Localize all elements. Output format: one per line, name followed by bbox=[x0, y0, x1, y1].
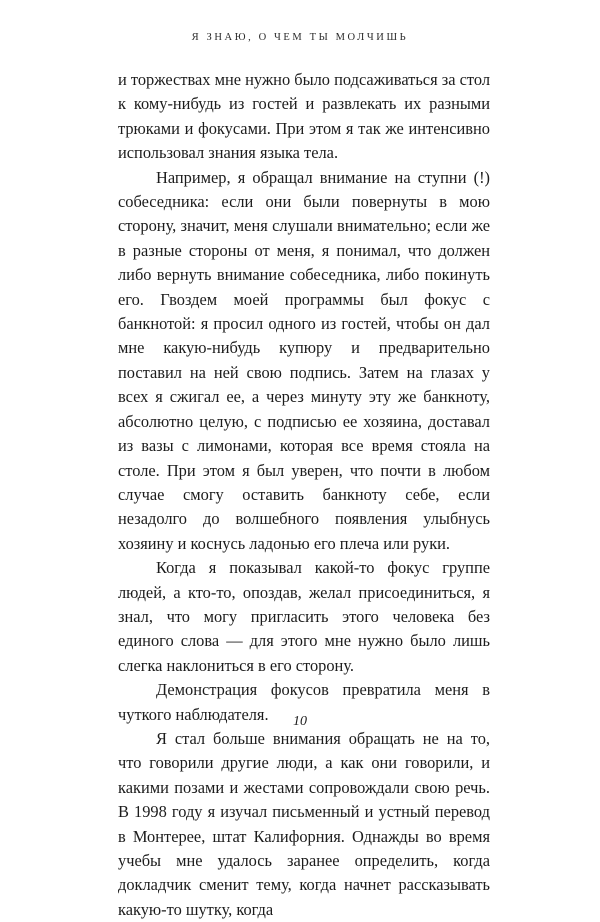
paragraph-5: Я стал больше внимания обращать не на то, что говорили другие люди, а как они говорили, и какими позами и жестами сопровождали свою речь. В 1998 году я изучал письменный и устный перевод в Монтерее, штат Калифорния. Однажды во время учебы мне удалось заранее определить, когда докладчик сменит тему, когда начнет рассказывать какую-то шутку, когда bbox=[118, 728, 490, 919]
running-head: Я ЗНАЮ, О ЧЕМ ТЫ МОЛЧИШЬ bbox=[191, 32, 409, 43]
paragraph-2: Например, я обращал внимание на ступни (!) собеседника: если они были повернуты в мою сторону, значит, меня слушали внимательно; если же в разные стороны от меня, я понимал, что должен либо вернуть внимание собеседника, либо покинуть его. Гвоздем моей программы был фокус с банкнотой: я просил одного из гостей, чтобы он дал мне какую-нибудь купюру и предварительно поставил на ней свою подпись. Затем на глазах у всех я сжигал ее, а через минуту эту же банкноту, абсолютно целую, с подписью ее хозяина, доставал из вазы с лимонами, которая все время стояла на столе. При этом я был уверен, что почти в любом случае смогу оставить банкноту себе, если незадолго до волшебного появления улыбнусь хозяину и коснусь ладонью его плеча или руки. bbox=[118, 167, 490, 553]
paragraph-1: и торжествах мне нужно было подсаживаться за стол к кому-нибудь из гостей и развлекать их разными трюками и фокусами. При этом я так же интенсивно использовал знания языка тела. bbox=[118, 70, 490, 163]
paragraph-3: Когда я показывал какой-то фокус группе людей, а кто-то, опоздав, желал присоединиться, я знал, что могу пригласить этого человека без единого слова — для этого мне нужно было лишь слегка наклониться в его сторону. bbox=[118, 558, 490, 675]
paragraph-4: Демонстрация фокусов превратила меня в чуткого наблюдателя. bbox=[118, 680, 490, 724]
body-text bbox=[118, 68, 490, 922]
page-number: 10 bbox=[293, 714, 307, 729]
